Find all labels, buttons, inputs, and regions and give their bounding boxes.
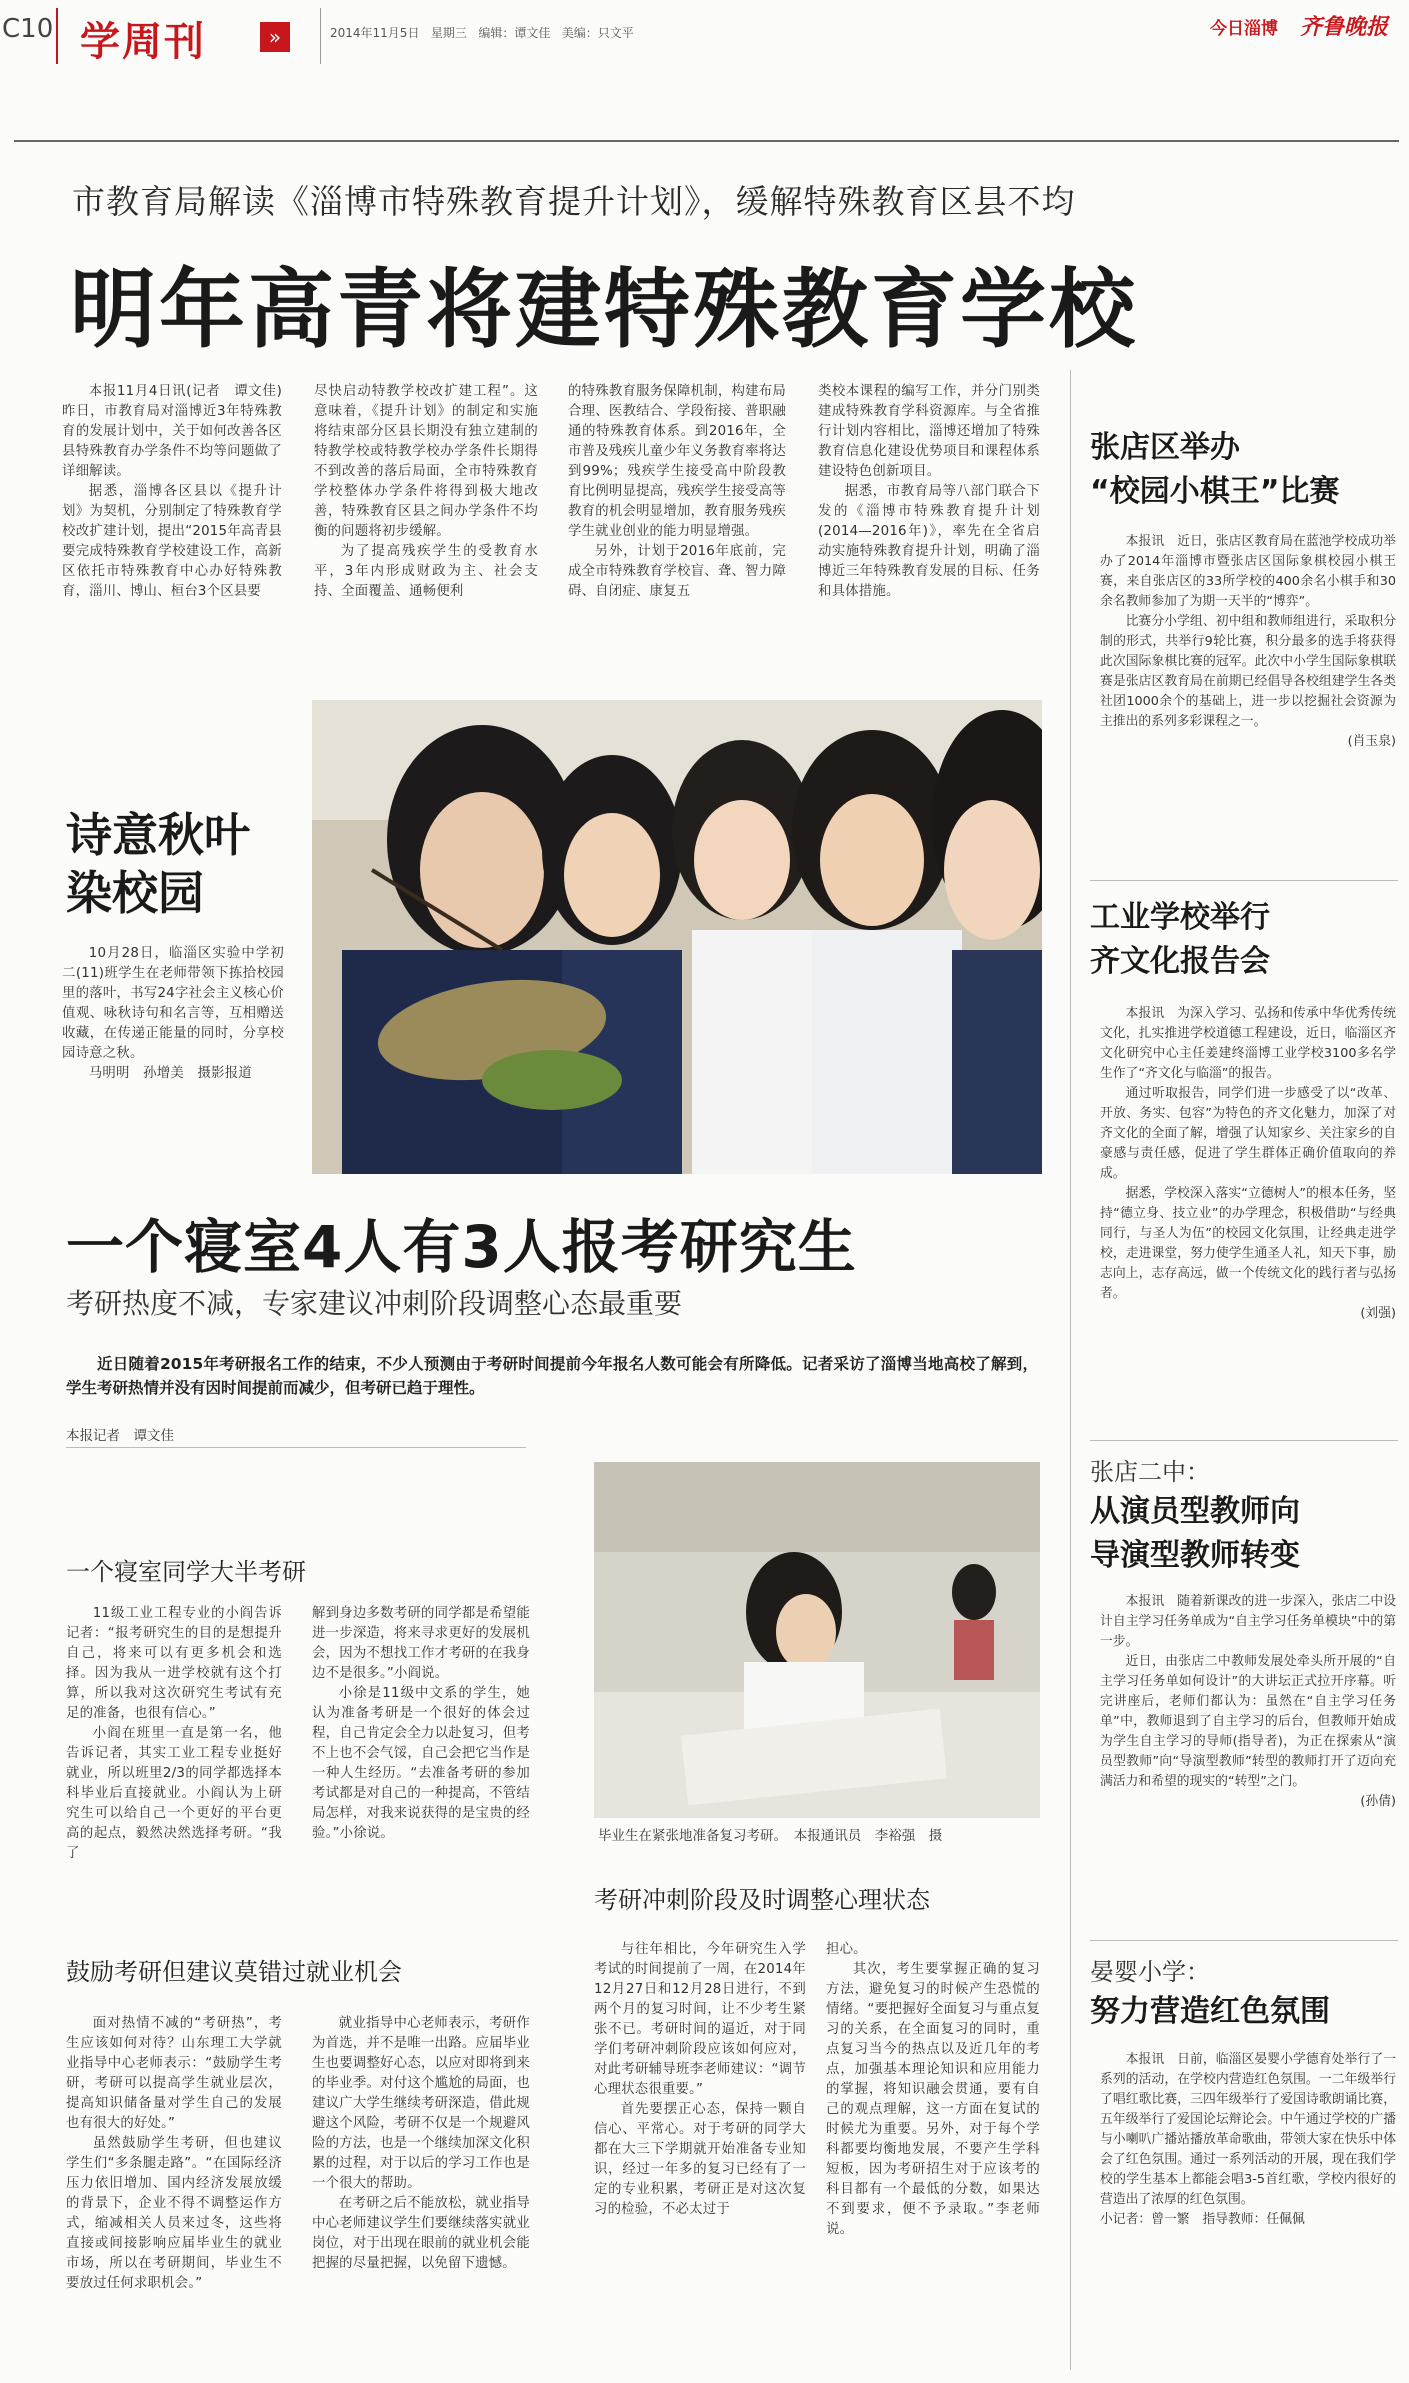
side-rule-2 [1090,1440,1398,1441]
header-rule [14,140,1399,142]
paragraph: 本报11月4日讯(记者 谭文佳) 昨日，市教育局对淄博近3年特殊教育的发展计划中，关于如何改善各区县特殊教育办学条件不均等问题做了详细解读。 [62,384,296,479]
sec2-col-1 [66,2014,282,2294]
sec3-col-2 [826,1940,1040,2240]
students-leaf-photo [312,700,1042,1174]
paragraph: 面对热情不减的“考研热”，考生应该如何对待？山东理工大学就业指导中心老师表示：“鼓励学生考研，考研可以提高学生就业层次，提高知识储备量对学生自己的发展也有很大的好处。” [66,2016,282,2131]
photo-credit: 马明明 孙增美 摄影报道 [88,1066,252,1081]
paragraph: 解到身边多数考研的同学都是希望能进一步深造，将来寻求更好的发展机会，因为不想找工作才考研的在我身边不是很多。”小阎说。 [312,1606,530,1681]
paragraph: 本报讯 随着新课改的进一步深入，张店二中设计自主学习任务单成为“自主学习任务单模块”中的第一步。 [1100,1594,1396,1649]
paragraph: 小阎在班里一直是第一名，他告诉记者，其实工业工程专业挺好就业，所以班里2/3的同学都选择本科毕业后直接就业。小阎认为上研究生可以给自己一个更好的平台更高的起点，毅然决然选择考研。“我了 [66,1726,282,1861]
paragraph: 10月28日，临淄区实验中学初二(11)班学生在老师带领下拣拾校园里的落叶，书写24字社会主义核心价值观、咏秋诗句和名言等，互相赠送收藏，在传递正能量的同时，分享校园诗意之秋。 [62,946,284,1061]
paragraph: 本报讯 近日，张店区教育局在蓝池学校成功举办了2014年淄博市暨张店区国际象棋校园小棋王赛，来自张店区的33所学校的400余名小棋手和30余名教师参加了为期一天半的“博弈”。 [1100,534,1396,609]
header-divider-mid [320,8,321,64]
header-divider-left [56,8,58,64]
paragraph: 为了提高残疾学生的受教育水平，3年内形成财政为主、社会支持、全面覆盖、通畅便利 [314,544,538,599]
lead-kicker: 市教育局解读《淄博市特殊教育提升计划》，缓解特殊教育区县不均 [72,182,1076,221]
section-arrows-icon: » [260,22,290,52]
paragraph: 小徐是11级中文系的学生，她认为准备考研是一个很好的体会过程，自己肯定会全力以赴复习，但考不上也不会气馁，自己会把它当作是一种人生经历。“去准备考研的参加考试都是对自己的一种提高，不管结局怎样，对我来说获得的是宝贵的经验。”小徐说。 [312,1686,530,1841]
paragraph: 据悉，淄博各区县以《提升计划》为契机，分别制定了特殊教育学校改扩建计划，提出“2015年高青县要完成特殊教育学校建设工作，高新区依托市特殊教育中心办好特殊教育，淄川、博山、桓台3个区县要 [62,484,282,599]
author-credit: 小记者：曾一繁 指导教师：任佩佩 [1100,2212,1305,2227]
author-credit: (孙倩) [1360,1794,1396,1809]
section-title: 学周刊 [80,19,206,65]
side-story-1-title: 张店区举办 “校园小棋王”比赛 [1090,430,1340,509]
side-story-4-kicker: 晏婴小学： [1090,1958,1210,1986]
paragraph: 其次，考生要掌握正确的复习方法，避免复习的时候产生恐慌的情绪。“要把握好全面复习与重点复习的关系，在全面复习的同时，重点复习当今的热点以及近几年的考点，加强基本理论知识和应用能力的掌握，将知识融会贯通，要有自己的观点理解，这一方面在复试的时候尤为重要。另外，对于每个学科都要均衡地发展，不要产生学科短板，因为考研招生对于应该考的科目都有一个最低的分数，如果达不到要求，便不予录取。”李老师说。 [826,1962,1040,2237]
lead-col-4 [818,382,1040,602]
main2-byline: 本报记者 谭文佳 [66,1428,174,1444]
header-meta: 2014年11月5日 星期三 编辑：谭文佳 美编：只文平 [330,26,634,40]
sec1-col-2 [312,1604,530,1844]
side-rule-1 [1090,880,1398,881]
paragraph: 担心。 [826,1942,867,1957]
sec3-col-1 [594,1940,806,2220]
sec2-col-2 [312,2014,530,2274]
paragraph: 据悉，市教育局等八部门联合下发的《淄博市特殊教育提升计划(2014—2016年)》，率先在全省启动实施特殊教育提升计划，明确了淄博近三年特殊教育发展的目标、任务和具体措施。 [818,484,1040,599]
paragraph: 近日，由张店二中教师发展处牵头所开展的“自主学习任务单如何设计”的大讲坛正式拉开序幕。听完讲座后，老师们都认为：虽然在“自主学习任务单”中，教师退到了自主学习的后台，但教师开始成为学生自主学习的导师(指导者)，为正在探索从“演员型教师”向“导演型教师”转型的教师打开了迈向充满活力和希望的现实的“转型”之门。 [1100,1654,1396,1789]
paragraph: 在考研之后不能放松，就业指导中心老师建议学生们要继续落实就业岗位，对于出现在眼前的就业机会能把握的尽量把握，以免留下遗憾。 [312,2196,530,2271]
side-story-1-body [1100,532,1396,752]
newspaper-logo: 齐鲁晚报 [1300,14,1389,40]
lead-col-1 [62,382,296,602]
page-number: C10 [2,14,54,44]
paragraph: 另外，计划于2016年底前，完成全市特殊教育学校盲、聋、智力障碍、自闭症、康复五 [568,544,786,599]
paragraph: 类校本课程的编写工作，并分门别类建成特殊教育学科资源库。与全省推行计划内容相比，淄博还增加了特殊教育信息化建设优势项目和课程体系建设特色创新项目。 [818,384,1040,479]
paragraph: 首先要摆正心态，保持一颗自信心、平常心。对于考研的同学大都在大三下学期就开始准备专业知识，经过一年多的复习已经有了一定的专业积累，考研正是对这次复习的检验，不必太过于 [594,2102,806,2217]
main2-headline: 一个寝室4人有3人报考研究生 [66,1213,857,1281]
sidebar-divider [1070,370,1071,2370]
side-story-4-body [1100,2050,1396,2230]
section-3-title: 考研冲刺阶段及时调整心理状态 [594,1886,930,1914]
paragraph: 尽快启动特教学校改扩建工程”。这意味着，《提升计划》的制定和实施将结束部分区县长期没有独立建制的特教学校或特教学校办学条件长期得不到改善的落后局面，全市特殊教育学校整体办学条件将得到极大地改善，特殊教育区县之间办学条件不均衡的问题将初步缓解。 [314,384,538,539]
side-story-2-body [1100,1004,1396,1324]
paragraph: 虽然鼓励学生考研，但也建议学生们“多条腿走路”。“在国际经济压力依旧增加、国内经济发展放缓的背景下，企业不得不调整运作方式，缩减相关人员来过冬，这些将直接或间接影响应届毕业生的就业市场，所以在考研期间，毕业生不要放过任何求职机会。” [66,2136,282,2291]
paragraph: 通过听取报告，同学们进一步感受了以“改革、开放、务实、包容”为特色的齐文化魅力，加深了对齐文化的全面了解，增强了认知家乡、关注家乡的自豪感与责任感，促进了学生群体正确价值取向的养成。 [1100,1086,1396,1181]
sec1-col-1 [66,1604,282,1864]
photo2-caption: 毕业生在紧张地准备复习考研。 本报通讯员 李裕强 摄 [598,1828,943,1844]
byline-rule [66,1447,526,1448]
lead-headline: 明年高青将建特殊教育学校 [70,260,1138,360]
side-story-3-kicker: 张店二中： [1090,1458,1210,1486]
lead-col-3 [568,382,786,602]
section-2-title: 鼓励考研但建议莫错过就业机会 [66,1958,402,1986]
main2-intro: 近日随着2015年考研报名工作的结束，不少人预测由于考研时间提前今年报名人数可能会有所降低。记者采访了淄博当地高校了解到，学生考研热情并没有因时间提前而减少，但考研已趋于理性。 [66,1355,1038,1397]
paragraph: 本报讯 为深入学习、弘扬和传承中华优秀传统文化，扎实推进学校道德工程建设，近日，临淄区齐文化研究中心主任姜建终淄博工业学校3100多名学生作了“齐文化与临淄”的报告。 [1100,1006,1396,1081]
paragraph: 与往年相比，今年研究生入学考试的时间提前了一周，在2014年12月27日和12月28日进行，不到两个月的复习时间，让不少考生紧张不已。考研时间的逼近，对于同学们考研冲刺阶段应该如何应对，对此考研辅导班李老师建议：“调节心理状态很重要。” [594,1942,806,2097]
photo-illustration [594,1462,1040,1818]
side-story-3-title: 从演员型教师向 导演型教师转变 [1090,1494,1300,1573]
paragraph: 11级工业工程专业的小阎告诉记者：“报考研究生的目的是想提升自己，将来可以有更多机会和选择。因为我从一进学校就有这个打算，所以我对这次研究生考试有充足的准备，也很有信心。” [66,1606,282,1721]
author-credit: (刘强) [1360,1306,1396,1321]
photo-illustration [312,700,1042,1174]
main2-subhead: 考研热度不减，专家建议冲刺阶段调整心态最重要 [66,1287,683,1320]
photo-story-title: 诗意秋叶 染校园 [66,808,250,920]
side-story-4-title: 努力营造红色氛围 [1090,1994,1330,2029]
section-1-title: 一个寝室同学大半考研 [66,1558,306,1586]
student-studying-photo [594,1462,1040,1818]
edition-label: 今日淄博 [1210,19,1278,39]
lead-col-2 [314,382,538,602]
paragraph: 比赛分小学组、初中组和教师组进行，采取积分制的形式，共举行9轮比赛，积分最多的选手将获得此次国际象棋比赛的冠军。此次中小学生国际象棋联赛是张店区教育局在前期已经倡导各校组建学生各类社团1000余个的基础上，进一步以挖掘社会资源为主推出的系列多彩课程之一。 [1100,614,1396,729]
paragraph: 据悉，学校深入落实“立德树人”的根本任务，坚持“德立身、技立业”的办学理念，积极借助“与经典同行，与圣人为伍”的校园文化氛围，让经典走进学校，走进课堂，努力使学生通圣人礼，知天下事，励志向上，志存高远，做一个传统文化的践行者与弘扬者。 [1100,1186,1396,1301]
author-credit: (肖玉泉) [1347,734,1396,749]
side-story-2-title: 工业学校举行 齐文化报告会 [1090,900,1270,979]
photo-story-caption [62,944,284,1084]
paragraph: 本报讯 日前，临淄区晏婴小学德育处举行了一系列的活动，在学校内营造红色氛围。一二年级举行了唱红歌比赛，三四年级举行了爱国诗歌朗诵比赛，五年级举行了爱国论坛辩论会。中午通过学校的广播与小喇叭广播站播放革命歌曲，带领大家在快乐中体会了红色氛围。通过一系列活动的开展，现在我们学校的学生基本上都能会唱3-5首红歌，学校内很好的营造出了浓厚的红色氛围。 [1100,2052,1396,2207]
paragraph: 就业指导中心老师表示，考研作为首选，并不是唯一出路。应届毕业生也要调整好心态，以应对即将到来的毕业季。对付这个尴尬的局面，也建议广大学生继续考研深造，借此规避这个风险，考研不仅是一个规避风险的方法，也是一个继续加深文化积累的过程，对于以后的学习工作也是一个很大的帮助。 [312,2016,530,2191]
side-story-3-body [1100,1592,1396,1812]
paragraph: 的特殊教育服务保障机制，构建布局合理、医教结合、学段衔接、普职融通的特殊教育体系。到2016年，全市普及残疾儿童少年义务教育率将达到99%；残疾学生接受高中阶段教育比例明显提高，残疾学生接受高等教育的机会明显增加，教育服务残疾学生就业创业的能力明显增强。 [568,384,786,539]
side-rule-3 [1090,1940,1398,1941]
